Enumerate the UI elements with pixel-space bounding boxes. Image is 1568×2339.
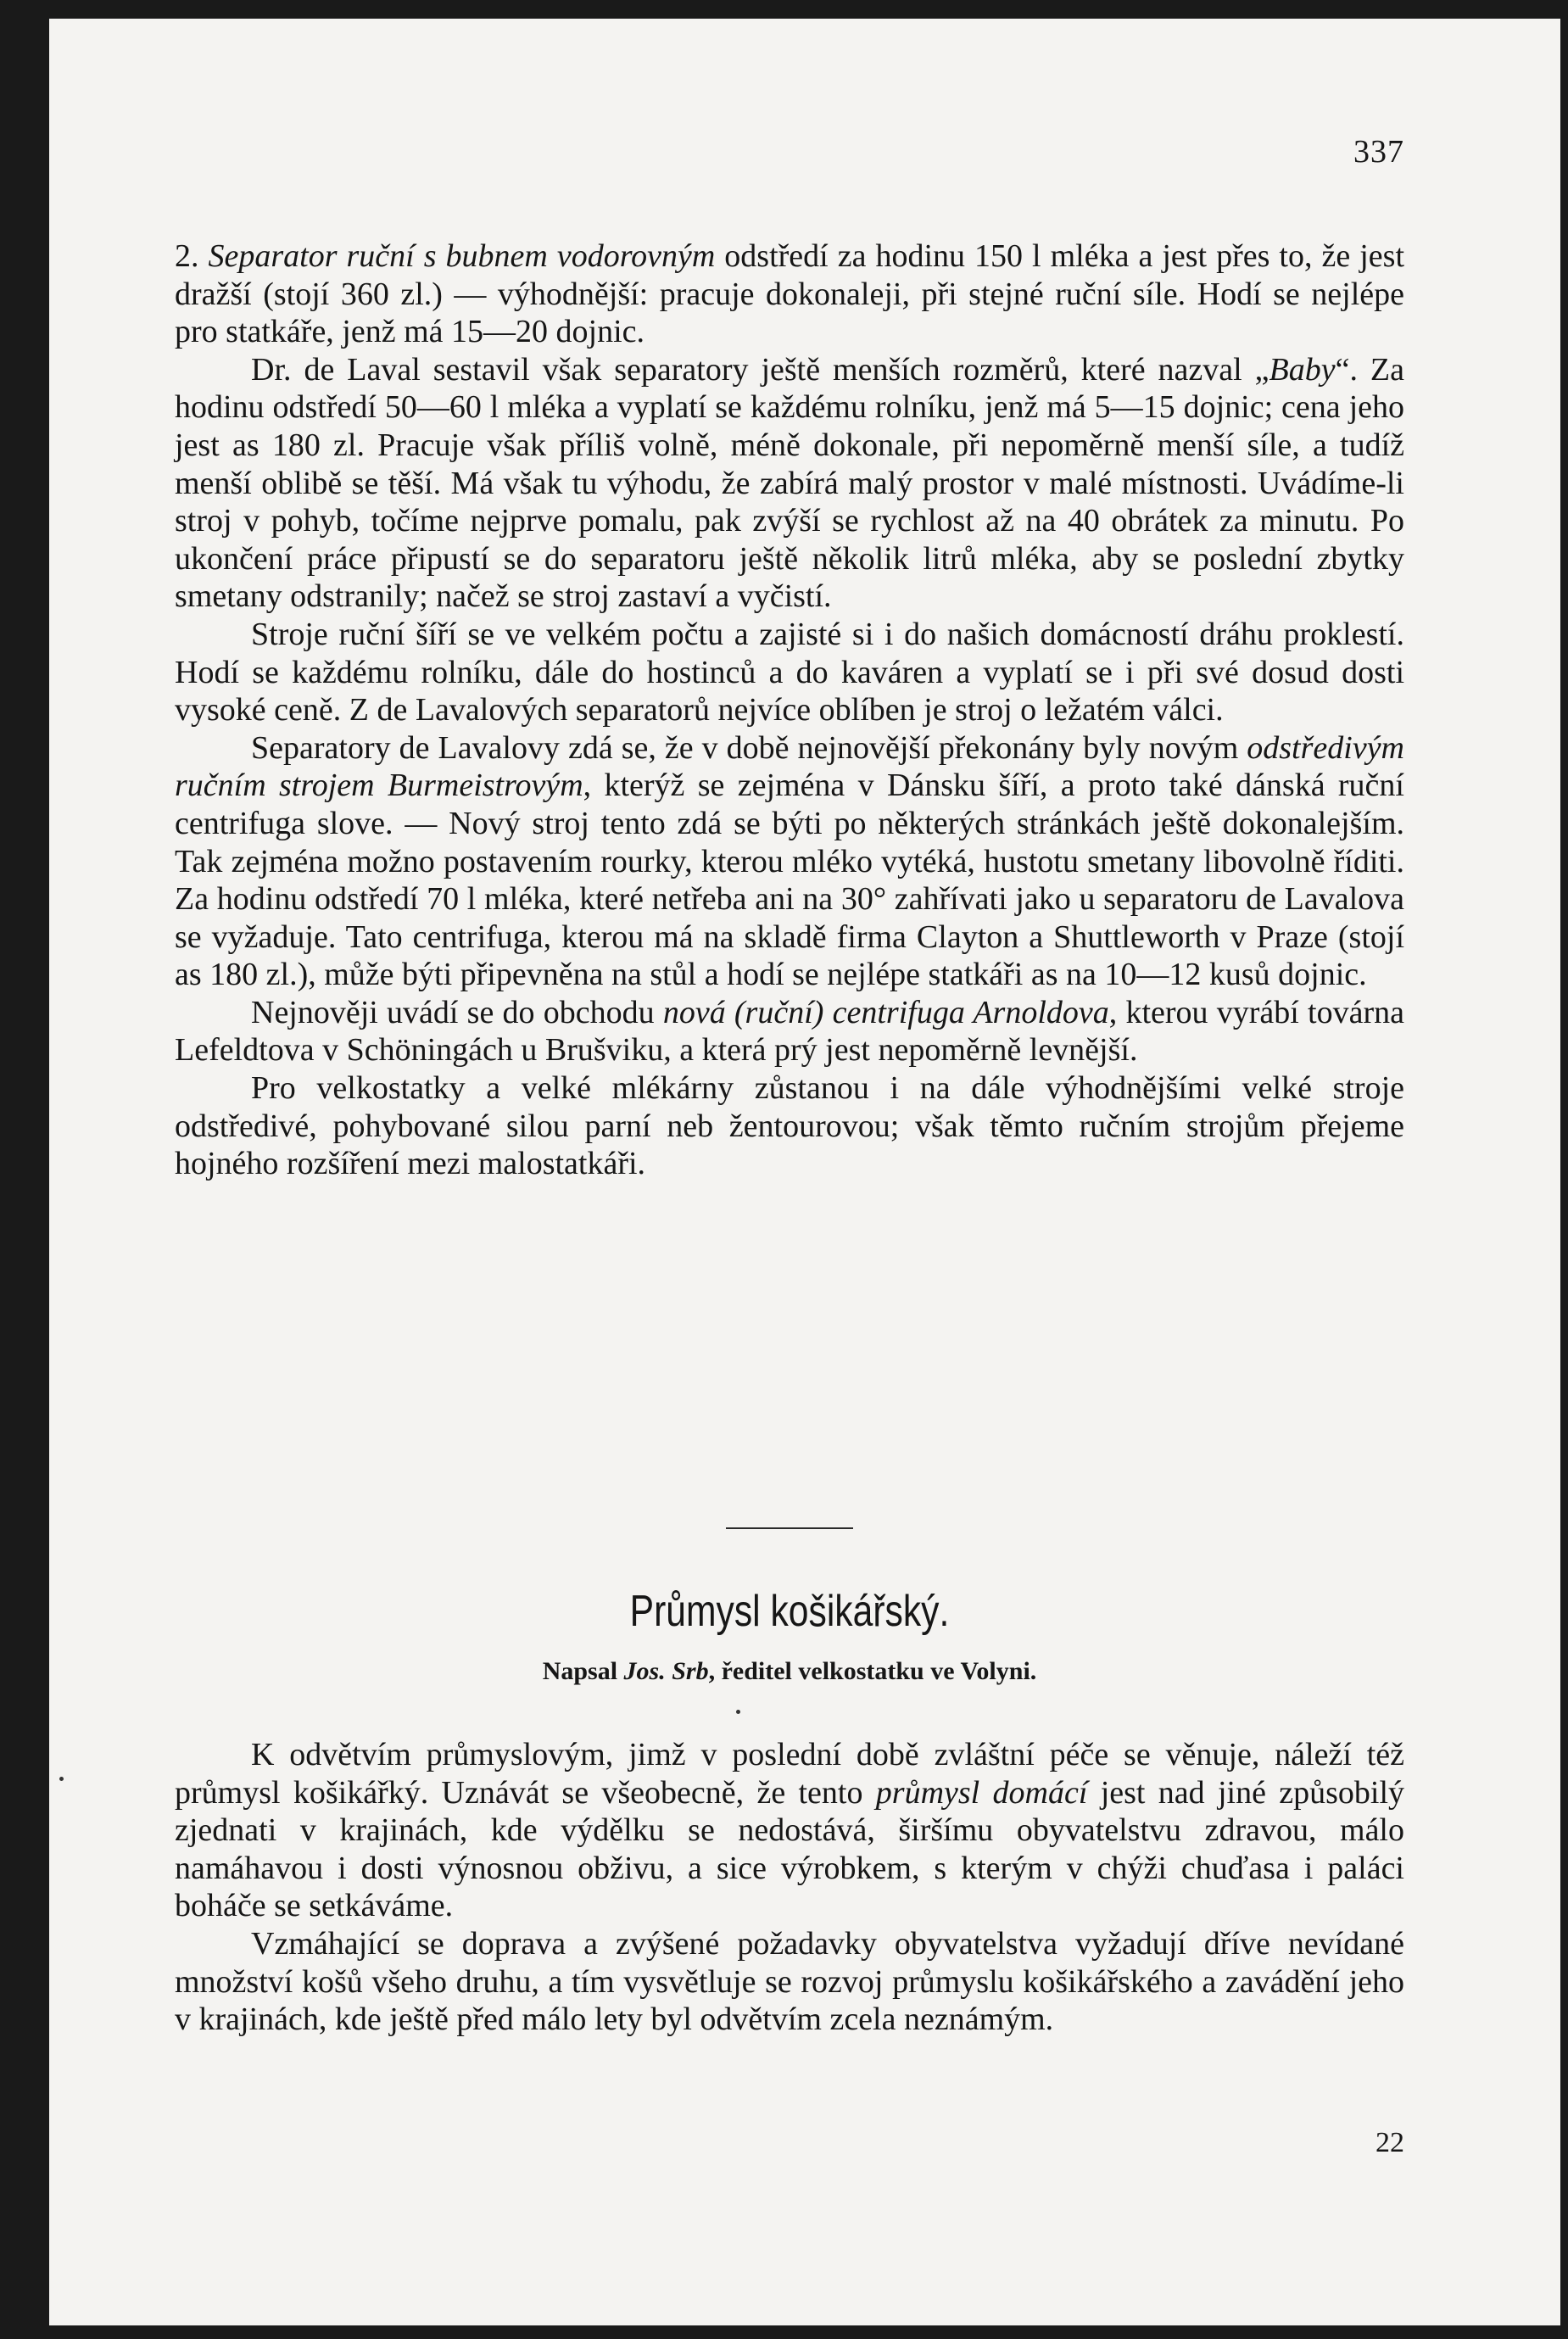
paragraph-hand-separator: [175, 237, 1404, 351]
scan-speck: [736, 1710, 740, 1714]
paragraph-basketry-intro: [175, 1736, 1404, 1925]
byline-text: , ředitel velkostatku ve Volyni.: [708, 1657, 1037, 1685]
separator-section: [175, 237, 1404, 1183]
para-lead: 2.: [175, 238, 209, 274]
para-emphasis: nová (ruční) centrifuga Arnoldova: [662, 994, 1109, 1030]
paragraph-baby-separator: [175, 351, 1404, 616]
page-sheet: [49, 19, 1560, 2325]
paragraph-arnold: [175, 994, 1404, 1069]
signature-number: 22: [1375, 2127, 1404, 2158]
para-emphasis: průmysl domácí: [875, 1774, 1088, 1811]
para-text: “. Za hodinu odstředí 50—60 l mléka a vyplatí se každému rolníku, jenž má 5—15 dojnic; cena jeho jest as 180 zl. Pracuje však příliš volně, méně dokonale, při nepoměrně menší síle, a tudíž menší oblibě se těší. Má však tu výhodu, že zabírá malý prostor v malé místnosti. Uvádíme-li stroj v pohyb, točíme nejprve pomalu, pak zvýší se rychlost až na 40 obrátek za minutu. Po ukončení práce připustí se do separatoru ještě několik litrů mléka, aby se poslední zbytky smetany odstranily; načež se stroj zastaví a vyčistí.: [175, 351, 1405, 615]
para-emphasis: Baby: [1269, 351, 1336, 388]
para-text: Nejnověji uvádí se do obchodu: [251, 994, 663, 1030]
page-number: 337: [1353, 134, 1404, 170]
paragraph-large-estates: Pro velkostatky a velké mlékárny zůstanou i na dále výhodnějšími velké stroje odstředivé, pohybované silou parní neb žentourovou; však těmto ručním strojům přejeme hojného rozšíření mezi malostatkáři.: [175, 1070, 1404, 1182]
scan-speck: [59, 1777, 64, 1781]
article-title: Průmysl košikářský.: [629, 1587, 950, 1636]
paragraph-burmeister: [175, 729, 1404, 994]
byline-text: Napsal: [542, 1657, 624, 1685]
para-text: Dr. de Laval sestavil však separatory ještě menších rozměrů, které nazval „: [251, 351, 1269, 388]
para-text: jest nad jiné způsobilý zjednati v krajinách, kde výdělku se nedostává, širšímu obyvatelstvu zdravou, málo namáhavou i dosti výnosnou obživu, a sice výrobkem, s kterým v chýži chuďasa i paláci boháče se setkáváme.: [175, 1774, 1405, 1924]
para-text: , kterou vyrábí továrna Lefeldtova v Schöningách u Brušviku, a která prý jest nepoměrně levnější.: [175, 994, 1404, 1069]
basketry-section: [175, 1736, 1404, 2039]
paragraph-basketry-demand: Vzmáhající se doprava a zvýšené požadavky obyvatelstva vyžadují dříve nevídané množství košů všeho druhu, a tím vysvětluje se rozvoj průmyslu košikářského a zavádění jeho v krajinách, kde ještě před málo lety byl odvětvím zcela neznámým.: [175, 1925, 1404, 2038]
section-divider: [726, 1527, 853, 1529]
byline-author: Jos. Srb: [623, 1657, 709, 1685]
para-text: K odvětvím průmyslovým, jimž v poslední době zvláštní péče se věnuje, náleží též průmysl košikářký. Uznávát se všeobecně, že tento: [175, 1737, 1404, 1811]
para-emphasis: Separator ruční s bubnem vodorovným: [208, 238, 716, 274]
article-byline: [175, 1657, 1404, 1686]
para-text: Separatory de Lavalovy zdá se, že v době nejnovější překonány byly novým: [251, 729, 1247, 766]
para-emphasis: odstředivým ručním strojem Burmeistrovým: [175, 729, 1404, 804]
para-text: odstředí za hodinu 150 l mléka a jest přes to, že jest dražší (stojí 360 zl.) — výhodnější: pracuje dokonaleji, při stejné ruční síle. Hodí se nejlépe pro statkáře, jenž má 15—20 dojnic.: [175, 238, 1405, 350]
para-text: , kterýž se zejména v Dánsku šíří, a proto také dánská ruční centrifuga slove. — Nový stroj tento zdá se býti po některých stránkách ještě dokonalejším. Tak zejména možno postavením rourky, kterou mléko vytéká, hustotu smetany libovolně říditi. Za hodinu odstředí 70 l mléka, které netřeba ani na 30° zahřívati jako u separatoru de Lavalova se vyžaduje. Tato centrifuga, kterou má na skladě firma Clayton a Shuttleworth v Praze (stojí as 180 zl.), může býti připevněna na stůl a hodí se nejlépe statkáři as na 10—12 kusů dojnic.: [175, 768, 1404, 993]
paragraph-hand-machines: Stroje ruční šíří se ve velkém počtu a zajisté si i do našich domácností dráhu proklestí. Hodí se každému rolníku, dále do hostinců a do kaváren a vyplatí se i při své dosud dosti vysoké ceně. Z de Lavalových separatorů nejvíce oblíben je stroj o ležatém válci.: [175, 616, 1404, 728]
